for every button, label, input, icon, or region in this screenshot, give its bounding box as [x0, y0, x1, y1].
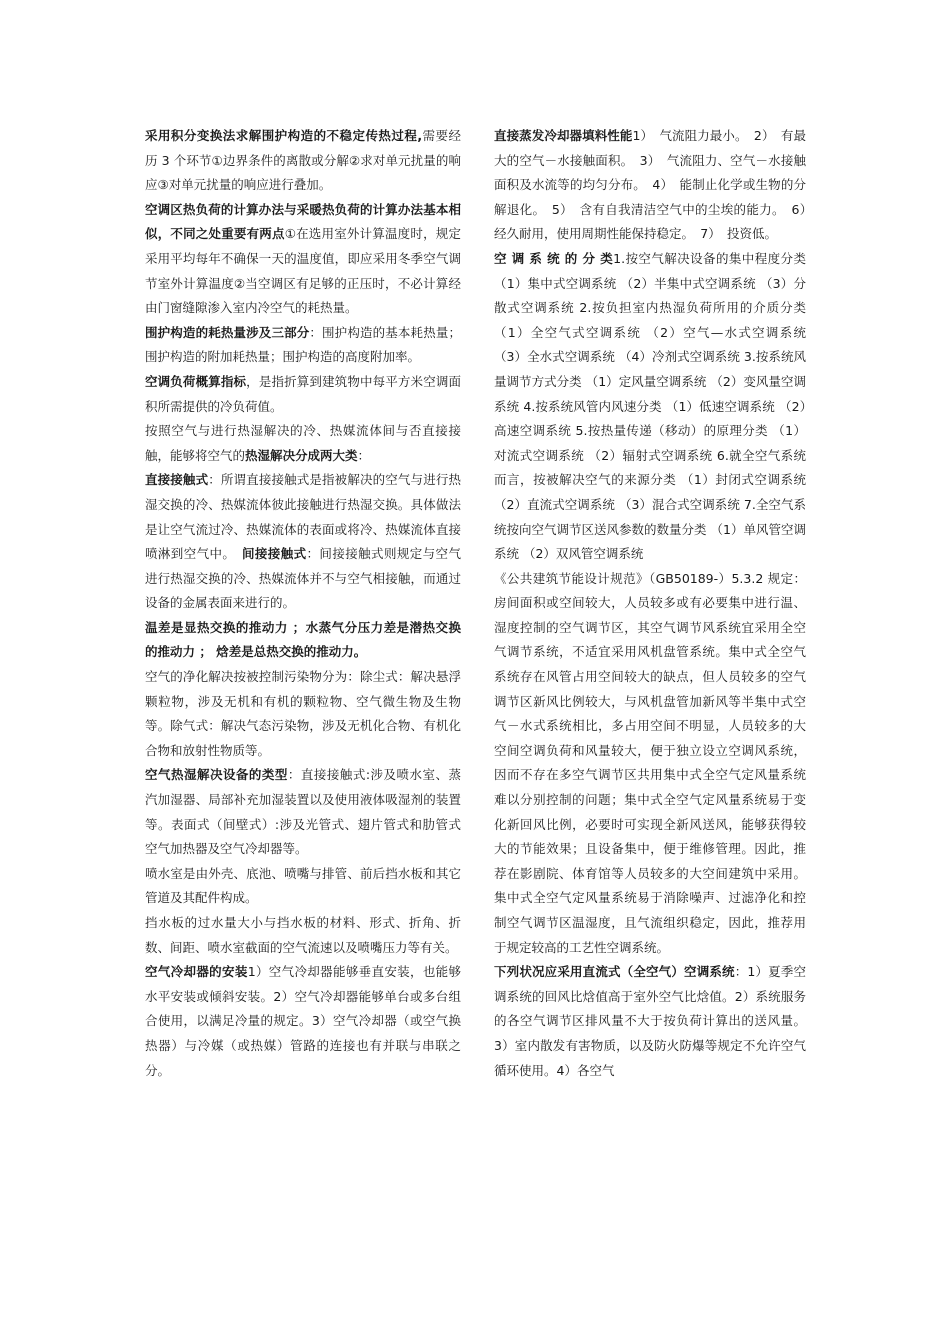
paragraph-envelope-heat: 围护构造的耗热量涉及三部分：围护构造的基本耗热量；围护构造的附加耗热量；围护构造的高度附加率。	[145, 324, 461, 365]
heading-cooler-installation: 空气冷却器的安装	[145, 964, 248, 980]
paragraph-baffle: 挡水板的过水量大小与挡水板的材料、形式、折角、折数、间距、喷水室截面的空气流速以及喷嘴压力等有关。	[145, 915, 461, 955]
left-column	[145, 124, 461, 1083]
heading-treatment-types: 热湿解决分成两大类	[245, 447, 358, 463]
paragraph-load-index: 空调负荷概算指标，是指折算到建筑物中每平方米空调面积所需提供的冷负荷值。	[145, 373, 461, 414]
heading-load-index: 空调负荷概算指标	[145, 373, 247, 389]
right-column	[494, 124, 819, 1083]
paragraph-energy-code: 《公共建筑节能设计规范》（GB50189-）5.3.2 规定：房间面积或空间较大，人员较多或有必要集中进行温、湿度控制的空气调节区，其空气调节风系统宜采用全空气调节系统，不适宜采用风机盘管系统。集中式全空气系统存在风管占用空间较大的缺点，但人员较多的空气调节区新风比例较大，与风机盘管加新风等半集中式空气－水式系统相比，多占用空间不明显，人员较多的大空间空调负荷和风量较大，便于独立设立空调风系统，因而不存在多空气调节区共用集中式全空气定风量系统难以分别控制的问题；集中式全空气定风量系统易于变化新回风比例，必要时可实现全新风送风，能够获得较大的节能效果；且设备集中，便于维修管理。因此，推荐在影剧院、体育馆等人员较多的大空间建筑中采用。集中式全空气定风量系统易于消除噪声、过滤净化和控制空气调节区温湿度，且气流组织稳定，因此，推荐用于规定较高的工艺性空调系统。	[494, 570, 806, 955]
paragraph-driving-forces	[145, 616, 461, 665]
paragraph-air-purification: 空气的净化解决按被控制污染物分为：除尘式：解决悬浮颗粒物，涉及无机和有机的颗粒物、空气微生物及生物等。除气式：解决气态污染物，涉及无机化合物、有机化合物和放射性物质等。	[145, 669, 461, 758]
paragraph-cooler-installation: 空气冷却器的安装1）空气冷却器能够垂直安装，也能够水平安装或倾斜安装。2）空气冷却器能够单台或多台组合使用，以满足冷量的规定。3）空气冷却器（或空气换热器）与冷媒（或热媒）管路的连接也有并联与串联之分。	[145, 964, 461, 1078]
heading-indirect-contact: 间接接触式	[241, 546, 307, 562]
heading-driving-forces: 温差是显热交换的推动力 ；水蒸气分压力差是潜热交换的推动力 ； 焓差是总热交换的推动力。	[145, 619, 461, 660]
heading-system-classification: 空 调 系 统 的 分 类	[494, 250, 614, 266]
heading-envelope-heat: 围护构造的耗热量涉及三部分	[145, 324, 310, 340]
heading-equipment-types: 空气热湿解决设备的类型	[145, 767, 288, 783]
paragraph-direct-flow-system: 下列状况应采用直流式（全空气）空调系统：1）夏季空调系统的回风比焓值高于室外空气比焓值。2）系统服务的各空气调节区排风量不大于按负荷计算出的送风量。3）室内散发有害物质，以及防火防爆等规定不允许空气循环使用。4）各空气	[494, 964, 806, 1078]
heading-evaporative-fill: 直接蒸发冷却器填料性能	[494, 128, 633, 143]
paragraph-system-classification: 空 调 系 统 的 分 类1.按空气解决设备的集中程度分类 （1）集中式空调系统 （2）半集中式空调系统 （3）分散式空调系统 2.按负担室内热湿负荷所用的介质分类 （1）全空气式空调系统 （2）空气—水式空调系统 （3）全水式空调系统 （4）冷剂式空调系统 3.按系统风量调节方式分类 （1）定风量空调系统 （2）变风量空调系统 4.按系统风管内风速分类 （1）低速空调系统 （2）高速空调系统 5.按热量传递（移动）的原理分类 （1）对流式空调系统 （2）辐射式空调系统 6.就全空气系统而言，按被解决空气的来源分类 （1）封闭式空调系统（2）直流式空调系统 （3）混合式空调系统 7.全空气系统按向空气调节区送风参数的数量分类 （1）单风管空调系统 （2）双风管空调系统	[494, 250, 806, 562]
heading-direct-flow-system: 下列状况应采用直流式（全空气）空调系统	[494, 964, 735, 980]
paragraph-heat-load-method: 空调区热负荷的计算办法与采暖热负荷的计算办法基本相似，不同之处重要有两点①在选用室外计算温度时，规定采用平均每年不确保一天的温度值，即应采用冬季空气调节室外计算温度②当空调区有足够的正压时，不必计算经由门窗缝隙渗入室内冷空气的耗热量。	[145, 201, 461, 316]
paragraph-evaporative-fill: 直接蒸发冷却器填料性能1） 气流阻力最小。 2） 有最大的空气－水接触面积。 3） 气流阻力、空气－水接触面积及水流等的均匀分布。 4） 能制止化学或生物的分解退化。 5） 含有自我清洁空气中的尘埃的能力。 6） 经久耐用，使用周期性能保持稳定。 7） 投资低。	[494, 128, 819, 242]
heading-transient-heat: 采用积分变换法求解围护构造的不稳定传热过程,	[145, 128, 423, 143]
paragraph-transient-heat: 采用积分变换法求解围护构造的不稳定传热过程,需要经历 3 个环节①边界条件的离散或分解②求对单元扰量的响应③对单元扰量的响应进行叠加。	[145, 128, 461, 193]
heading-heat-load-method: 空调区热负荷的计算办法与采暖热负荷的计算办法基本相似，不同之处重要有两点	[145, 201, 461, 242]
heading-direct-contact: 直接接触式	[145, 472, 209, 488]
paragraph-contact-types: 直接接触式：所谓直接接触式是指被解决的空气与进行热湿交换的冷、热媒流体彼此接触进行热湿交换。具体做法是让空气流过冷、热媒流体的表面或将冷、热媒流体直接喷淋到空气中。 间接接触式：间接接触式则规定与空气进行热湿交换的冷、热媒流体并不与空气相接触，而通过设备的金属表面来进行的。	[145, 472, 461, 611]
paragraph-equipment-types: 空气热湿解决设备的类型：直接接触式:涉及喷水室、蒸汽加湿器、局部补充加湿装置以及使用液体吸湿剂的装置等。表面式（间壁式）:涉及光管式、翅片管式和肋管式空气加热器及空气冷却器等。	[145, 767, 461, 857]
paragraph-spray-chamber: 喷水室是由外壳、底池、喷嘴与排管、前后挡水板和其它管道及其配件构成。	[145, 865, 461, 906]
paragraph-treatment-intro: 按照空气与进行热湿解决的冷、热媒流体间与否直接接触，能够将空气的热湿解决分成两大类：	[145, 423, 461, 463]
